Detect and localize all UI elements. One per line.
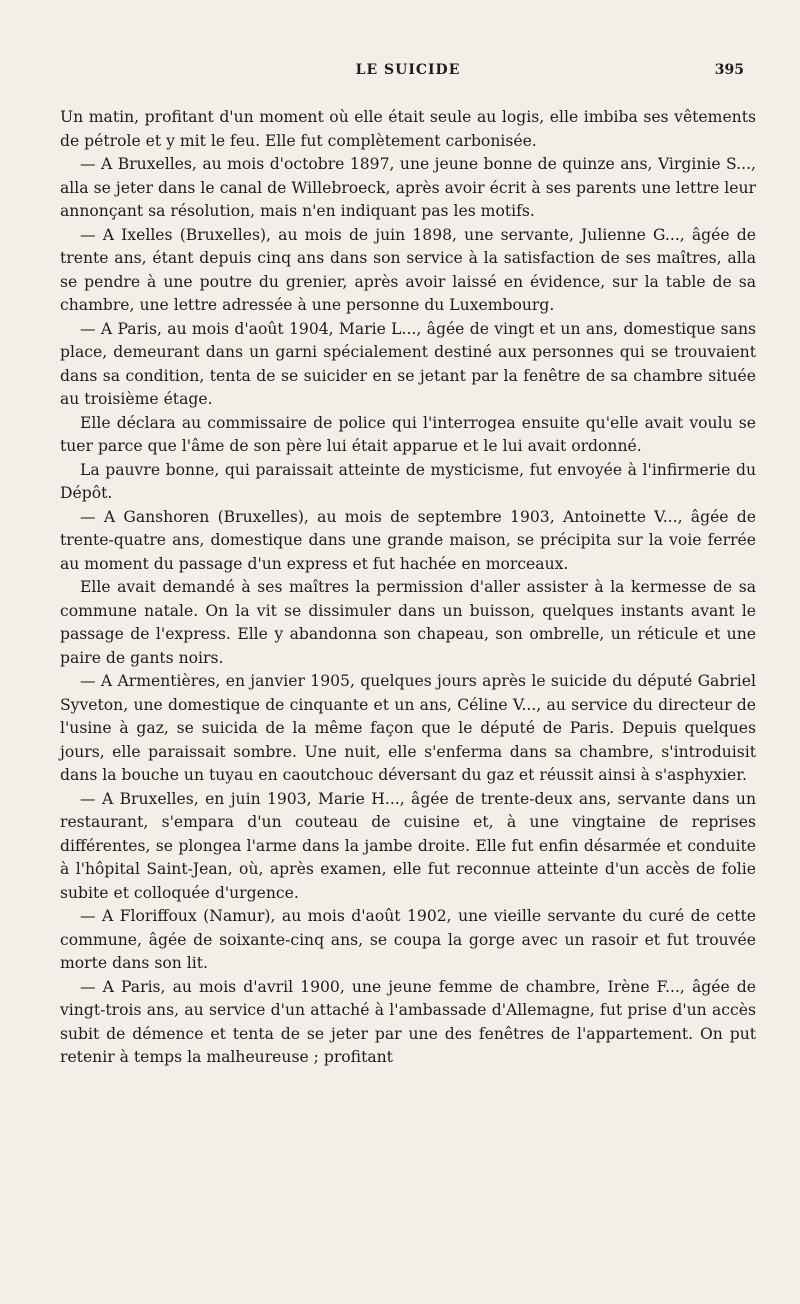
page-number: 395 [714,62,744,78]
paragraph: — A Ixelles (Bruxelles), au mois de juin 1898, une servante, Julienne G..., âgée de trente ans, étant depuis cinq ans dans son service à la satisfaction de ses maîtres, alla se pendre à une poutre du grenier, après avoir laissé en évidence, sur la table de sa chambre, une lettre adressée à une personne du Luxembourg. [60,225,756,314]
paragraph: — A Floriffoux (Namur), au mois d'août 1902, une vieille servante du curé de cette commune, âgée de soixante-cinq ans, se coupa la gorge avec un rasoir et fut trouvée morte dans son lit. [60,907,756,972]
paragraph: Un matin, profitant d'un moment où elle était seule au logis, elle imbiba ses vêtements de pétrole et y mit le feu. Elle fut complètement carbonisée. [60,108,756,150]
paragraph: — A Bruxelles, au mois d'octobre 1897, une jeune bonne de quinze ans, Virginie S..., alla se jeter dans le canal de Willebroeck, après avoir écrit à ses parents une lettre leur annonçant sa résolution, mais n'en indiquant pas les motifs. [60,155,756,220]
paragraph: — A Ganshoren (Bruxelles), au mois de septembre 1903, Antoinette V..., âgée de trente-quatre ans, domestique dans une grande maison, se précipita sur la voie ferrée au moment du passage d'un express et fut hachée en morceaux. [60,507,756,573]
paragraph: La pauvre bonne, qui paraissait atteinte de mysticisme, fut envoyée à l'infirmerie du Dépôt. [60,460,756,502]
paragraph: Elle déclara au commissaire de police qui l'interrogea ensuite qu'elle avait voulu se tuer parce que l'âme de son père lui était apparue et le lui avait ordonné. [60,413,756,455]
paragraph: Elle avait demandé à ses maîtres la permission d'aller assister à la kermesse de sa commune natale. On la vit se dissimuler dans un buisson, quelques instants avant le passage de l'express. Elle y abandonna son chapeau, son ombrelle, un réticule et une paire de gants noirs. [60,578,756,667]
body-text [60,106,756,1070]
paragraph: — A Paris, au mois d'avril 1900, une jeune femme de chambre, Irène F..., âgée de vingt-trois ans, au service d'un attaché à l'ambassade d'Allemagne, fut prise d'un accès subit de démence et tenta de se jeter par une des fenêtres de l'appartement. On put retenir à temps la malheureuse ; profitant [60,977,756,1066]
paragraph: — A Armentières, en janvier 1905, quelques jours après le suicide du député Gabriel Syveton, une domestique de cinquante et un ans, Céline V..., au service du directeur de l'usine à gaz, se suicida de la même façon que le député de Paris. Depuis quelques jours, elle paraissait sombre. Une nuit, elle s'enferma dans sa chambre, s'introduisit dans la bouche un tuyau en caoutchouc déversant du gaz et réussit ainsi à s'asphyxier. [60,672,756,784]
running-title: LE SUICIDE [355,62,461,78]
paragraph: — A Paris, au mois d'août 1904, Marie L..., âgée de vingt et un ans, domestique sans place, demeurant dans un garni spécialement destiné aux personnes qui se trouvaient dans sa condition, tenta de se suicider en se jetant par la fenêtre de sa chambre située au troisième étage. [60,319,756,408]
paragraph: — A Bruxelles, en juin 1903, Marie H..., âgée de trente-deux ans, servante dans un restaurant, s'empara d'un couteau de cuisine et, à une vingtaine de reprises différentes, se plongea l'arme dans la jambe droite. Elle fut enfin désarmée et conduite à l'hôpital Saint-Jean, où, après examen, elle fut reconnue atteinte d'un accès de folie subite et colloquée d'urgence. [60,789,756,902]
running-head [60,62,756,82]
